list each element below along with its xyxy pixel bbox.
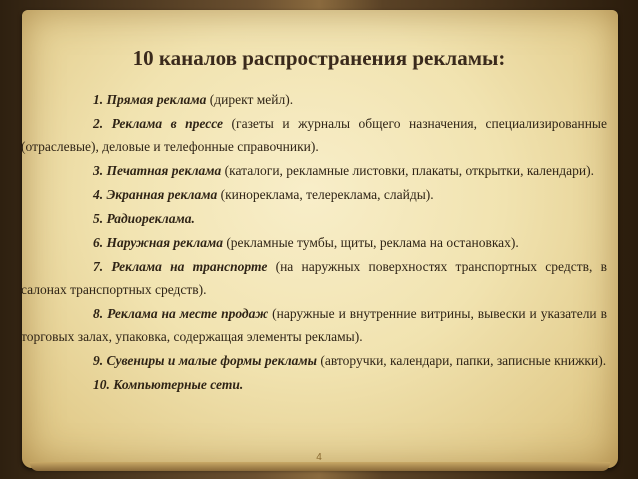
list-item bbox=[67, 183, 607, 206]
item-lead: 9. Сувениры и малые формы рекламы bbox=[93, 353, 318, 368]
list-item bbox=[67, 231, 607, 254]
item-text: (кинореклама, телереклама, слайды). bbox=[217, 187, 434, 202]
item-lead: 6. Наружная реклама bbox=[93, 235, 223, 250]
item-lead: 8. Реклама на месте продаж bbox=[93, 306, 269, 321]
item-text: (на наружных поверхностях транспортных средств, в салонах транспортных средств). bbox=[21, 259, 607, 297]
list-item bbox=[67, 207, 607, 230]
item-text: (директ мейл). bbox=[206, 92, 294, 107]
item-lead: 10. Компьютерные сети. bbox=[93, 377, 244, 392]
item-lead: 7. Реклама на транспорте bbox=[93, 259, 268, 274]
list-item bbox=[21, 159, 607, 182]
item-lead: 5. Радиореклама. bbox=[93, 211, 195, 226]
list-item bbox=[21, 349, 607, 372]
item-text: (каталоги, рекламные листовки, плакаты, открытки, календари). bbox=[221, 163, 594, 178]
page-edge bbox=[30, 462, 610, 471]
item-text: (наружные и внутренние витрины, вывески и указатели в торговых залах, упаковка, содержащая элементы рекламы). bbox=[21, 306, 607, 344]
item-text: (газеты и журналы общего назначения, специализированные (отраслевые), деловые и телефонные справочники). bbox=[21, 116, 607, 154]
item-lead: 2. Реклама в прессе bbox=[93, 116, 224, 131]
page-number: 4 bbox=[316, 452, 322, 463]
list-item bbox=[21, 112, 607, 158]
item-text: (авторучки, календари, папки, записные книжки). bbox=[317, 353, 607, 368]
list-item bbox=[67, 88, 607, 111]
list-item bbox=[21, 302, 607, 348]
item-text: (рекламные тумбы, щиты, реклама на остановках). bbox=[222, 235, 519, 250]
channel-list bbox=[21, 88, 607, 396]
item-lead: 3. Печатная реклама bbox=[93, 163, 222, 178]
item-lead: 1. Прямая реклама bbox=[93, 92, 207, 107]
list-item bbox=[21, 255, 607, 301]
list-item bbox=[67, 373, 607, 396]
slide-title: 10 каналов распространения рекламы: bbox=[132, 46, 506, 70]
item-lead: 4. Экранная реклама bbox=[93, 187, 218, 202]
